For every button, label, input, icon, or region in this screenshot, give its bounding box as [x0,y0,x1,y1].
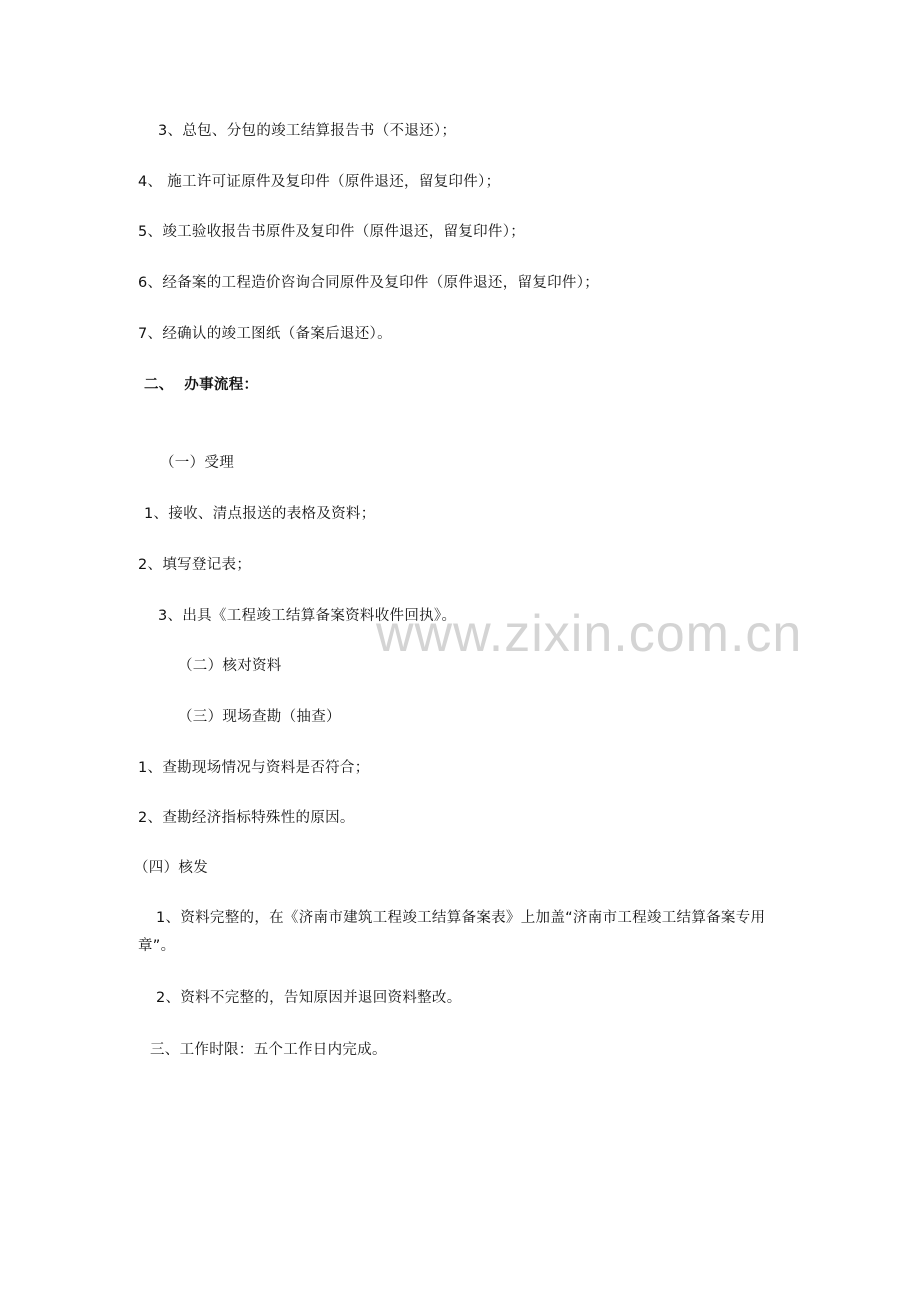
accept-step-1: 1、接收、清点报送的表格及资料； [144,506,376,522]
doc-line-5: 5、竣工验收报告书原件及复印件（原件退还，留复印件）； [138,224,526,240]
section-time-limit: 三、工作时限：五个工作日内完成。 [150,1042,387,1058]
subsection-accept: （一）受理 [160,455,234,471]
accept-step-2: 2、填写登记表； [138,557,252,573]
watermark: www.zixin.com.cn [376,605,803,663]
doc-line-6: 6、经备案的工程造价咨询合同原件及复印件（原件退还，留复印件）； [138,275,600,291]
issue-step-2: 2、资料不完整的，告知原因并退回资料整改。 [156,990,462,1006]
subsection-issue: （四）核发 [134,860,208,876]
accept-step-3: 3、出具《工程竣工结算备案资料收件回执》。 [158,608,457,624]
section-heading-process: 二、 办事流程： [144,377,259,393]
subsection-inspect: （三）现场查勘（抽查） [178,709,341,725]
doc-line-3: 3、总包、分包的竣工结算报告书（不退还）； [158,123,457,139]
issue-step-1: 1、资料完整的，在《济南市建筑工程竣工结算备案表》上加盖“济南市工程竣工结算备案专用章”。 [138,910,766,954]
inspect-step-2: 2、查勘经济指标特殊性的原因。 [138,810,355,826]
doc-line-4: 4、 施工许可证原件及复印件（原件退还，留复印件）； [138,174,501,190]
doc-line-7: 7、经确认的竣工图纸（备案后退还）。 [138,326,392,342]
subsection-verify: （二）核对资料 [178,658,282,674]
inspect-step-1: 1、查勘现场情况与资料是否符合； [138,760,370,776]
